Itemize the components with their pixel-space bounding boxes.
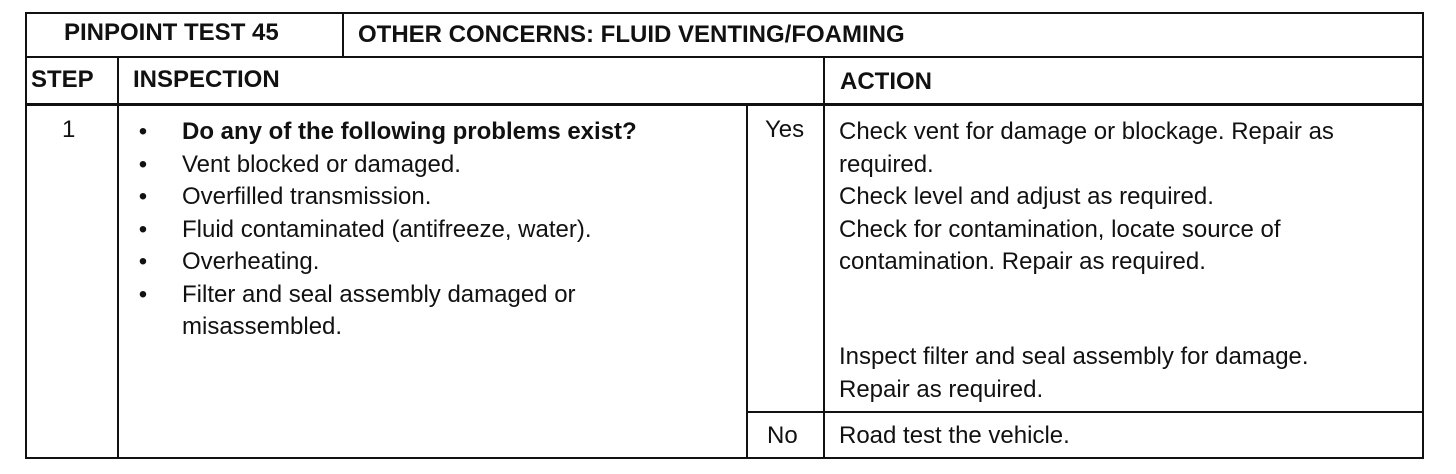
list-item: [132, 214, 637, 247]
list-item: [132, 246, 637, 279]
action-line: Repair as required.: [839, 375, 1044, 403]
rule-above-no: [746, 411, 1424, 413]
no-action: Road test the vehicle.: [839, 422, 1070, 449]
action-line: required.: [839, 150, 934, 178]
yes-action-vent: [839, 116, 1334, 279]
rule-below-title: [25, 56, 1424, 58]
no-label: No: [767, 422, 798, 449]
inspection-list: [132, 116, 637, 344]
bullet-icon: •: [138, 150, 148, 178]
inspection-item: Overfilled transmission.: [182, 183, 432, 210]
bullet-icon: •: [138, 248, 148, 275]
inspection-item: Fluid contaminated (antifreeze, water).: [182, 215, 592, 243]
inspection-item: Filter and seal assembly damaged or: [182, 280, 576, 308]
rule-step-divider: [117, 57, 119, 459]
list-item: [132, 279, 637, 312]
inspection-item: Overheating.: [182, 248, 320, 275]
action-line: Check for contamination, locate source of: [839, 215, 1281, 243]
rule-title-divider: [342, 12, 344, 57]
list-item-continuation: [132, 311, 637, 344]
inspection-question: [132, 116, 637, 149]
bullet-icon: •: [138, 215, 148, 243]
action-line: Check level and adjust as required.: [839, 183, 1214, 210]
column-header-step: STEP: [31, 66, 94, 93]
inspection-item: Do any of the following problems exist?: [182, 118, 637, 145]
column-header-inspection: INSPECTION: [133, 66, 280, 93]
rule-action-divider: [823, 57, 825, 459]
bullet-icon: •: [138, 118, 148, 145]
list-item: [132, 181, 637, 214]
step-number: 1: [62, 116, 76, 143]
action-line: Check vent for damage or blockage. Repair as: [839, 118, 1334, 145]
inspection-item: Vent blocked or damaged.: [182, 150, 461, 178]
yes-label: Yes: [765, 116, 805, 143]
test-title: PINPOINT TEST 45: [64, 19, 279, 46]
column-header-action: ACTION: [840, 68, 932, 95]
rule-below-headers: [25, 103, 1424, 106]
action-line: contamination. Repair as required.: [839, 248, 1206, 275]
inspection-item: misassembled.: [182, 313, 343, 340]
concern-title: OTHER CONCERNS: FLUID VENTING/FOAMING: [358, 21, 905, 48]
bullet-icon: •: [138, 280, 148, 308]
action-line: Inspect filter and seal assembly for damage.: [839, 343, 1309, 370]
bullet-icon: •: [138, 183, 148, 210]
list-item: [132, 149, 637, 182]
rule-yes-no-left: [746, 104, 748, 459]
yes-action-filter: [839, 341, 1309, 406]
